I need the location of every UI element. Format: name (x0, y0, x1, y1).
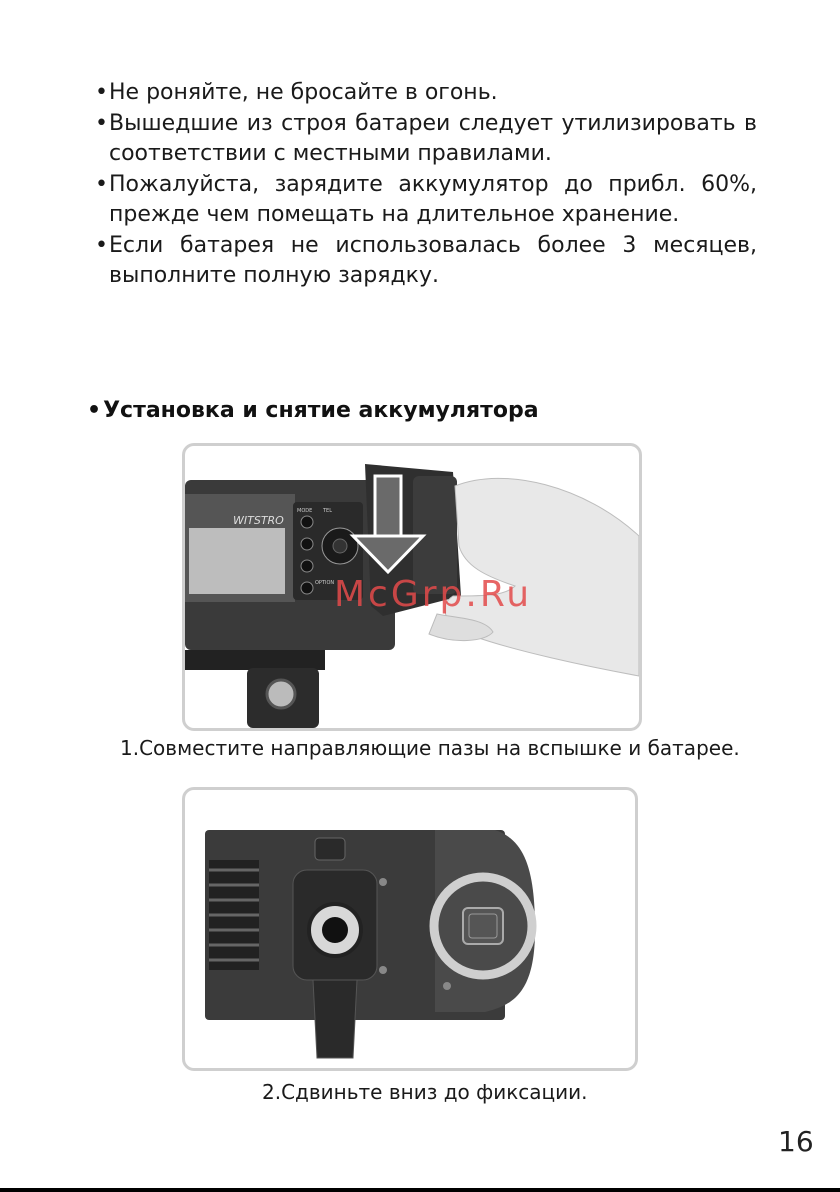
flash-lcd-screen (189, 528, 285, 594)
flash-grill (185, 650, 325, 670)
section-heading (87, 398, 539, 423)
button-label-tel: TEL (323, 508, 332, 514)
panel-button (301, 538, 313, 550)
brand-label: WITSTRO (233, 514, 284, 527)
screw (379, 966, 387, 974)
bullet-mark: • (95, 232, 108, 258)
bottom-border-line (0, 1188, 840, 1192)
bullet-text: Не роняйте, не бросайте в огонь. (109, 80, 498, 105)
bullet-item (97, 231, 757, 292)
bullet-mark: • (95, 171, 108, 197)
dial-center (333, 539, 347, 553)
arrow-shaft (375, 476, 401, 536)
mount-top-knob (315, 838, 345, 860)
bullet-text: Пожалуйста, зарядите аккумулятор до прибл. 60%, прежде чем помещать на длительное хранение. (109, 171, 757, 227)
panel-button (301, 582, 313, 594)
flash-underside-illustration (185, 790, 635, 1068)
bullet-text: Если батарея не использовалась более 3 месяцев, выполните полную зарядку. (109, 232, 757, 288)
figure-2-frame (182, 787, 638, 1071)
bullet-mark: • (95, 80, 108, 105)
bullet-item (97, 109, 757, 170)
panel-button (301, 560, 313, 572)
screw (443, 982, 451, 990)
bullet-item (97, 78, 757, 109)
mount-hole (322, 917, 348, 943)
figure-1-caption: 1.Совместите направляющие пазы на вспышке и батарее. (120, 736, 740, 760)
figure-2-caption: 2.Сдвиньте вниз до фиксации. (262, 1080, 588, 1104)
mount-handle (313, 980, 357, 1058)
button-label-option: OPTION (315, 580, 335, 586)
bullet-list (97, 78, 757, 292)
vent-grill (209, 860, 259, 970)
watermark: McGrp.Ru (334, 574, 533, 615)
screw (379, 878, 387, 886)
page-number: 16 (778, 1125, 814, 1158)
bullet-mark: • (95, 110, 108, 136)
panel-button (301, 516, 313, 528)
bullet-text: Вышедшие из строя батареи следует утилизировать в соответствии с местными правилами. (109, 110, 757, 166)
section-heading-text: Установка и снятие аккумулятора (103, 398, 539, 423)
mount-knob (267, 680, 295, 708)
bullet-mark: • (87, 398, 102, 423)
bullet-item (97, 170, 757, 231)
button-label-mode: MODE (297, 508, 313, 514)
